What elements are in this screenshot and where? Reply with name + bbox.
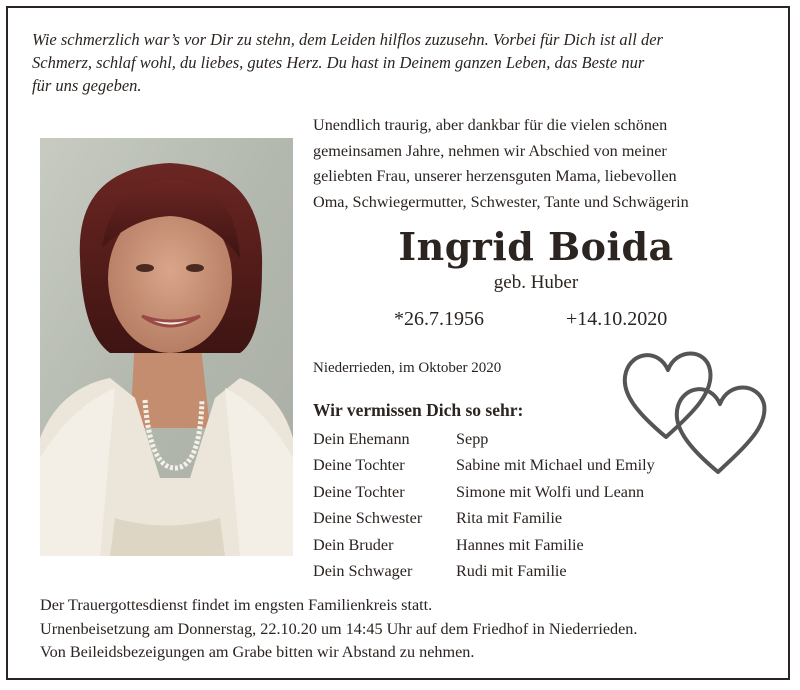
family-names: Rudi mit Familie (456, 562, 567, 581)
miss-heading: Wir vermissen Dich so sehr: (313, 400, 524, 420)
family-names: Sepp (456, 430, 489, 448)
family-names: Rita mit Familie (456, 509, 563, 528)
family-row (313, 505, 773, 531)
footer-line: Der Trauergottesdienst findet im engsten Familienkreis statt. (40, 596, 433, 614)
footer-line: Von Beileidsbezeigungen am Grabe bitten wir Abstand zu nehmen. (40, 643, 475, 661)
family-row (313, 452, 773, 478)
intro-line: gemeinsamen Jahre, nehmen wir Abschied von meiner (313, 141, 667, 160)
maiden-name: geb. Huber (493, 272, 579, 293)
poem-line: Schmerz, schlaf wohl, du liebes, gutes Herz. Du hast in Deinem ganzen Leben, das Beste nur (32, 53, 645, 72)
intro-text (313, 113, 773, 215)
family-row (313, 558, 773, 584)
family-relation: Dein Ehemann (313, 430, 410, 448)
birth-date: *26.7.1956 (394, 308, 484, 330)
place-date: Niederrieden, im Oktober 2020 (313, 360, 502, 376)
deceased-name: Ingrid Boida (398, 224, 674, 269)
family-names: Hannes mit Familie (456, 535, 584, 554)
portrait-photo (40, 138, 293, 556)
intro-line: Unendlich traurig, aber dankbar für die vielen schönen (313, 116, 668, 134)
family-relation: Deine Tochter (313, 482, 405, 501)
footer-notice (40, 594, 780, 665)
family-relation: Dein Bruder (313, 535, 394, 554)
family-list (313, 426, 773, 584)
family-relation: Deine Schwester (313, 509, 423, 528)
family-relation: Deine Tochter (313, 456, 405, 475)
family-row (313, 479, 773, 505)
family-row (313, 532, 773, 558)
poem (32, 28, 772, 97)
poem-line: für uns gegeben. (32, 76, 142, 95)
intro-line: Oma, Schwiegermutter, Schwester, Tante und Schwägerin (313, 192, 689, 211)
death-date: +14.10.2020 (566, 308, 668, 330)
poem-line: Wie schmerzlich war’s vor Dir zu stehn, dem Leiden hilflos zuzusehn. Vorbei für Dich ist all der (32, 30, 663, 49)
family-names: Sabine mit Michael und Emily (456, 456, 655, 475)
family-relation: Dein Schwager (313, 562, 413, 581)
footer-line: Urnenbeisetzung am Donnerstag, 22.10.20 um 14:45 Uhr auf dem Friedhof in Niederrieden. (40, 619, 638, 638)
intro-line: geliebten Frau, unserer herzensguten Mama, liebevollen (313, 167, 677, 185)
family-row (313, 426, 773, 452)
family-names: Simone mit Wolfi und Leann (456, 482, 645, 501)
